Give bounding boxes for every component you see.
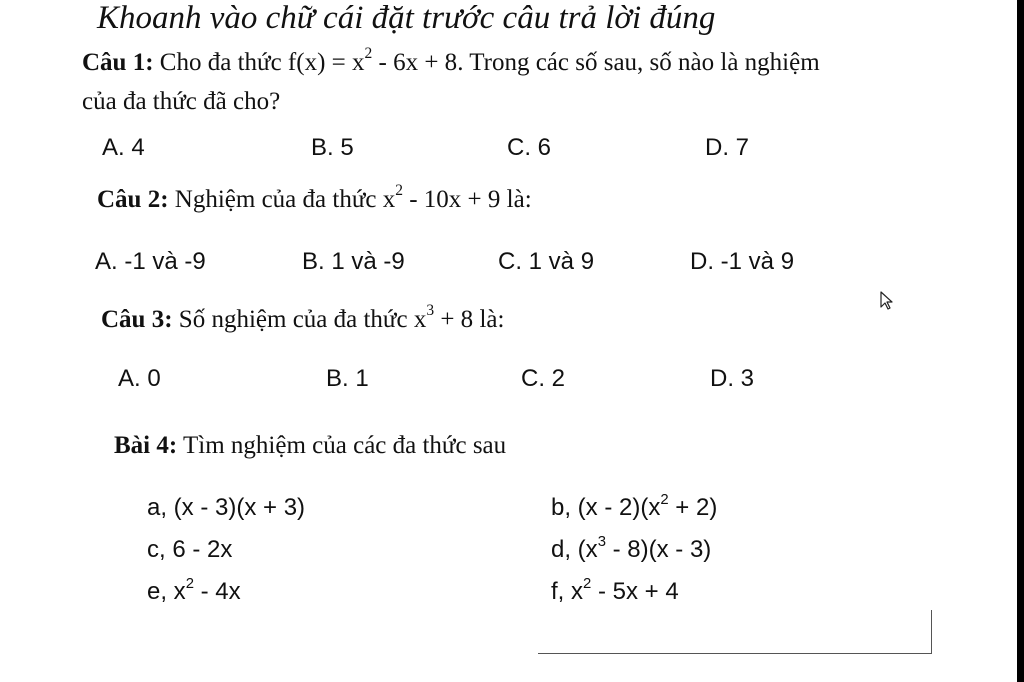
q3-option-c[interactable]: C. 2 — [521, 365, 566, 392]
bai4-item-e-pre: e, x — [147, 578, 186, 605]
bai4-item-a-text: a, (x - 3)(x + 3) — [147, 494, 306, 521]
bai4-item-d — [551, 533, 712, 564]
q3-label: Câu 3: — [101, 306, 173, 333]
bai4-item-f-exp: 2 — [583, 575, 592, 592]
q2-option-a[interactable]: A. -1 và -9 — [95, 248, 206, 275]
q3-option-a[interactable]: A. 0 — [118, 365, 161, 392]
q1-formula-a: f(x) = x — [287, 49, 365, 76]
q3-text-b: là: — [473, 306, 505, 333]
q2-option-d[interactable]: D. -1 và 9 — [690, 248, 795, 275]
right-edge-bar — [1017, 0, 1024, 682]
bai4-item-d-pre: d, (x — [551, 536, 598, 563]
q1-option-d[interactable]: D. 7 — [705, 134, 750, 161]
q2-line — [97, 182, 532, 214]
q1-text-b: . Trong các số sau, số nào là nghiệm — [457, 49, 820, 76]
bai4-item-d-post: - 8)(x - 3) — [605, 536, 712, 563]
bai4-item-c-text: c, 6 - 2x — [147, 536, 233, 563]
q3-formula-b: + 8 — [434, 306, 474, 333]
bai4-item-f-post: - 5x + 4 — [591, 578, 679, 605]
bai4-item-b-pre: b, (x - 2)(x — [551, 494, 661, 521]
q2-text-b: là: — [500, 186, 532, 213]
q1-line2: của đa thức đã cho? — [82, 88, 281, 115]
q1-exponent: 2 — [364, 45, 373, 63]
q1-line1 — [82, 45, 820, 77]
q3-text-a: Số nghiệm của đa thức — [172, 306, 414, 333]
q2-formula-a: x — [382, 186, 396, 213]
bai4-item-b — [551, 491, 718, 522]
q3-exponent: 3 — [426, 302, 435, 320]
bai4-item-c — [147, 536, 232, 564]
q1-label: Câu 1: — [82, 49, 154, 76]
q2-exponent: 2 — [395, 182, 403, 200]
q2-option-b[interactable]: B. 1 và -9 — [302, 248, 405, 275]
bai4-item-a — [147, 494, 305, 522]
q3-option-d[interactable]: D. 3 — [710, 365, 755, 392]
q3-formula-a: x — [413, 306, 427, 333]
bottom-rule-tick — [931, 610, 932, 654]
bai4-item-e-post: - 4x — [193, 578, 241, 605]
bai4-item-f — [551, 575, 679, 606]
q1-formula-b: - 6x + 8 — [372, 49, 458, 76]
q1-option-a[interactable]: A. 4 — [102, 134, 145, 161]
bottom-rule-line — [538, 653, 932, 654]
bai4-item-b-exp: 2 — [660, 491, 669, 508]
q1-option-b[interactable]: B. 5 — [311, 134, 354, 161]
q2-text-a: Nghiệm của đa thức — [168, 186, 383, 213]
mouse-cursor-icon — [880, 291, 894, 316]
q2-label: Câu 2: — [97, 186, 169, 213]
q1-text-a: Cho đa thức — [153, 49, 288, 76]
bai4-item-b-post: + 2) — [668, 494, 718, 521]
worksheet-title: Khoanh vào chữ cái đặt trước câu trả lời đúng — [97, 0, 716, 36]
bai4-item-e-exp: 2 — [185, 575, 194, 592]
bai4-heading — [114, 432, 506, 460]
q2-option-c[interactable]: C. 1 và 9 — [498, 248, 595, 275]
q2-formula-b: - 10x + 9 — [402, 186, 501, 213]
bai4-text: Tìm nghiệm của các đa thức sau — [177, 432, 507, 459]
q3-line — [101, 302, 505, 334]
q1-option-c[interactable]: C. 6 — [507, 134, 552, 161]
bai4-label: Bài 4: — [114, 432, 178, 459]
bai4-item-e — [147, 575, 241, 606]
q3-option-b[interactable]: B. 1 — [326, 365, 369, 392]
bai4-item-d-exp: 3 — [597, 533, 606, 550]
bai4-item-f-pre: f, x — [551, 578, 584, 605]
